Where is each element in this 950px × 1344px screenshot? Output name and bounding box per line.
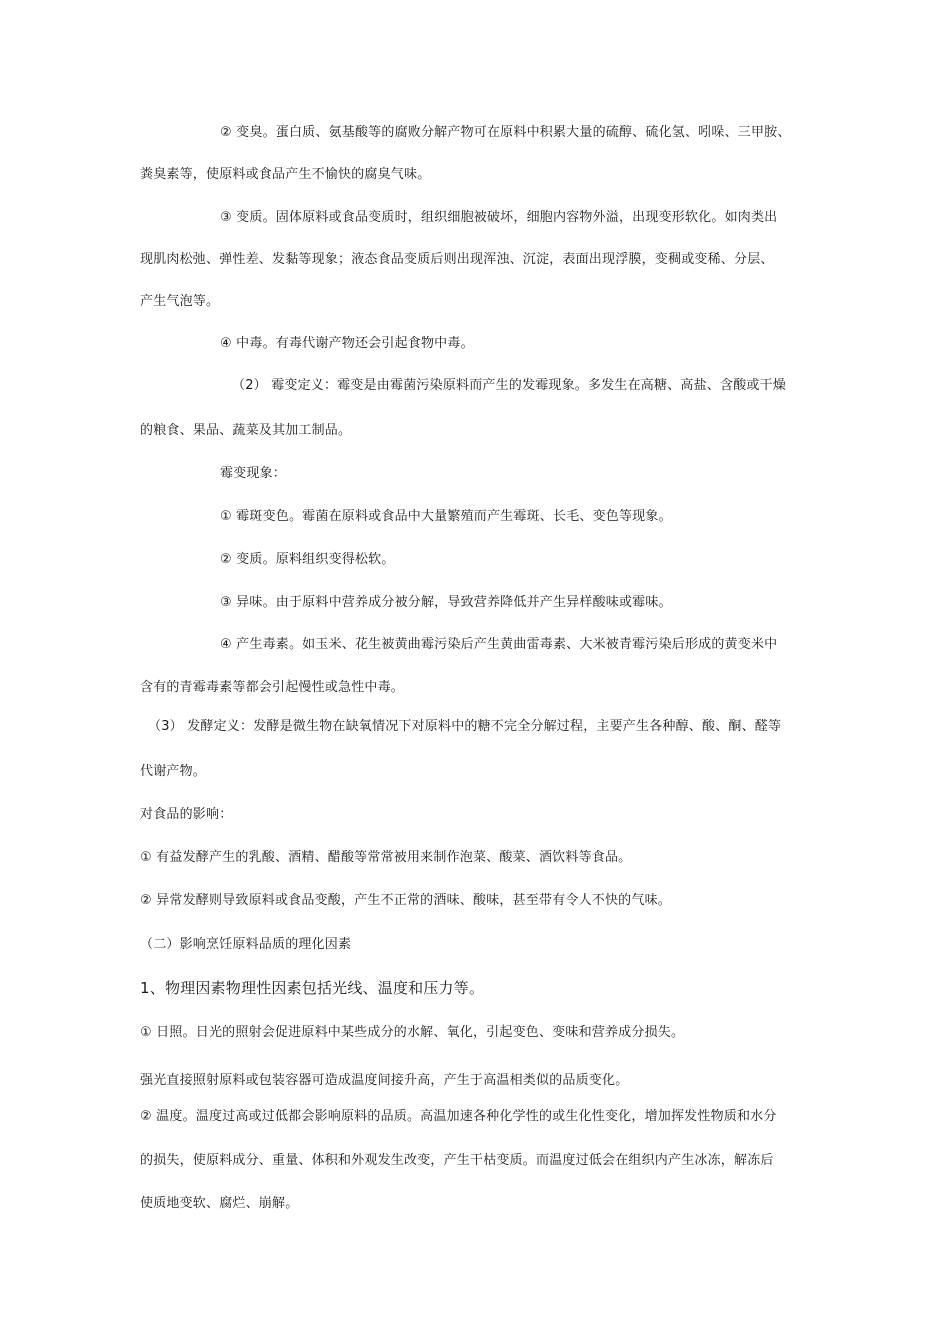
- list-item: ④ 产生毒素。如玉米、花生被黄曲霉污染后产生黄曲雷毒素、大米被青霉污染后形成的黄变米中: [220, 637, 778, 652]
- list-item: ① 有益发酵产生的乳酸、酒精、醋酸等常常被用来制作泡菜、酸菜、酒饮料等食品。: [140, 850, 632, 865]
- section-heading-3: （3） 发酵定义：发酵是微生物在缺氧情况下对原料中的糖不完全分解过程，主要产生各种醇、酸、酮、醛等: [148, 719, 782, 734]
- subheading: 对食品的影响：: [140, 807, 233, 822]
- paragraph-line: 的损失，使原料成分、重量、体积和外观发生改变，产生干枯变质。而温度过低会在组织内产生冰冻，解冻后: [140, 1153, 774, 1168]
- paragraph-line: 强光直接照射原料或包装容器可造成温度间接升高，产生于高温相类似的品质变化。: [140, 1073, 629, 1088]
- paragraph-line: ④ 中毒。有毒代谢产物还会引起食物中毒。: [220, 336, 474, 351]
- list-item: ① 日照。日光的照射会促进原料中某些成分的水解、氧化，引起变色、变味和营养成分损失。: [140, 1025, 685, 1040]
- paragraph-line: 含有的青霉毒素等都会引起慢性或急性中毒。: [140, 680, 405, 695]
- paragraph-line: 产生气泡等。: [140, 294, 220, 309]
- list-item: ② 变质。原料组织变得松软。: [220, 552, 395, 567]
- paragraph-line: 现肌肉松弛、弹性差、发黏等现象；液态食品变质后则出现浑浊、沉淀，表面出现浮膜，变稠或变稀、分层、: [140, 252, 774, 267]
- subheading: 霉变现象：: [220, 466, 287, 481]
- list-item: ① 霉斑变色。霉菌在原料或食品中大量繁殖而产生霉斑、长毛、变色等现象。: [220, 509, 672, 524]
- paragraph-line: 的粮食、果品、蔬菜及其加工制品。: [140, 423, 352, 438]
- section-heading-2: （2） 霉变定义：霉变是由霉菌污染原料而产生的发霉现象。多发生在高糖、高盐、含酸或干燥: [232, 378, 787, 393]
- list-item: ③ 异味。由于原料中营养成分被分解，导致营养降低并产生异样酸味或霉味。: [220, 595, 672, 610]
- section-heading: （二）影响烹饪原料品质的理化因素: [140, 937, 352, 952]
- paragraph-line: 代谢产物。: [140, 764, 207, 779]
- section-heading: 1、物理因素物理性因素包括光线、温度和压力等。: [140, 979, 485, 997]
- paragraph-line: 粪臭素等，使原料或食品产生不愉快的腐臭气味。: [140, 167, 431, 182]
- paragraph-line: ③ 变质。固体原料或食品变质时，组织细胞被破坏，细胞内容物外溢，出现变形软化。如肉类出: [220, 210, 778, 225]
- list-item: ② 温度。温度过高或过低都会影响原料的品质。高温加速各种化学性的或生化性变化，增加挥发性物质和水分: [140, 1109, 777, 1124]
- paragraph-line: 使质地变软、腐烂、崩解。: [140, 1196, 299, 1211]
- list-item: ② 异常发酵则导致原料或食品变酸，产生不正常的酒味、酸味，甚至带有令人不快的气味。: [140, 893, 671, 908]
- paragraph-line: ② 变臭。蛋白质、氨基酸等的腐败分解产物可在原料中积累大量的硫醇、硫化氢、吲哚、三甲胺、: [220, 125, 791, 140]
